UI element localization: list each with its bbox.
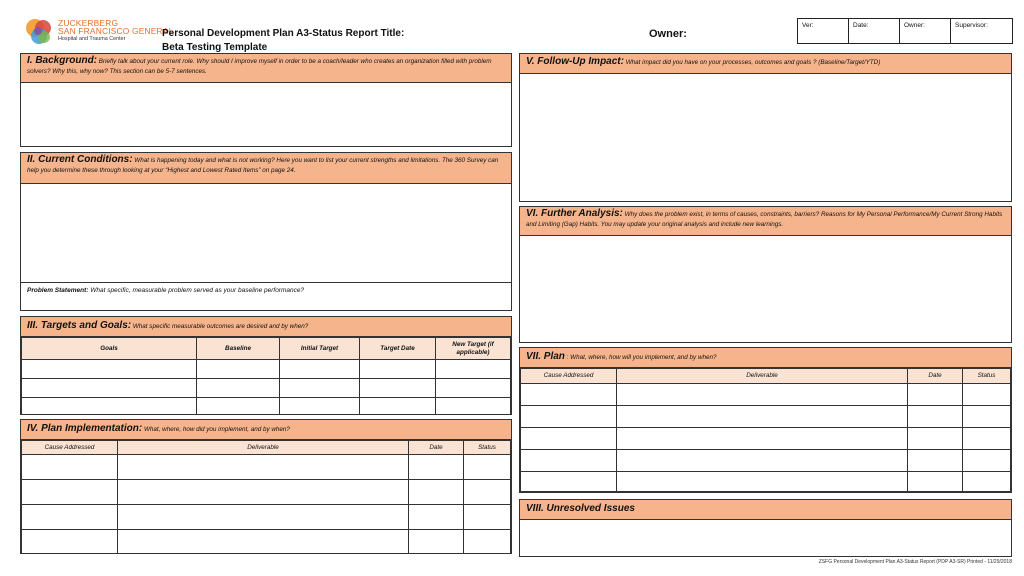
plan-implementation-section bbox=[20, 419, 512, 554]
col-new-target: New Target (if applicable) bbox=[436, 338, 511, 360]
table-row bbox=[22, 480, 511, 505]
table-row bbox=[521, 428, 1011, 450]
table-row bbox=[22, 530, 511, 554]
further-analysis-heading: VI. Further Analysis: bbox=[526, 208, 623, 219]
report-title-line-2: Beta Testing Template bbox=[162, 42, 268, 53]
current-conditions-heading: II. Current Conditions: bbox=[27, 154, 133, 165]
further-analysis-input[interactable] bbox=[520, 236, 1011, 341]
unresolved-issues-section bbox=[519, 499, 1012, 557]
table-row bbox=[22, 455, 511, 480]
targets-goals-desc: What specific measurable outcomes are desired and by when? bbox=[132, 323, 309, 330]
unresolved-issues-input[interactable] bbox=[520, 520, 1011, 556]
follow-up-impact-desc: What impact did you have on your processes, outcomes and goals ? (Baseline/Target/YTD) bbox=[625, 59, 881, 66]
table-row bbox=[521, 472, 1011, 492]
plan-desc: : What, where, how will you implement, and by when? bbox=[566, 354, 717, 361]
plan-implementation-header bbox=[21, 420, 511, 440]
zsfg-logo bbox=[24, 16, 174, 50]
current-conditions-section bbox=[20, 152, 512, 311]
background-header bbox=[21, 54, 511, 83]
further-analysis-desc: Why does the problem exist, in terms of causes, constraints, barriers? Reasons for My Personal Performance/My Current Strong Habits and Limiting (Gap) Habits. You may update your original analysis and include new learnings. bbox=[526, 211, 1003, 228]
ver-field[interactable]: Ver: bbox=[798, 19, 849, 43]
report-title bbox=[162, 27, 404, 55]
col-cause-addressed: Cause Addressed bbox=[521, 369, 617, 384]
follow-up-impact-header bbox=[520, 54, 1011, 74]
problem-statement-desc: What specific, measurable problem served as your baseline performance? bbox=[90, 287, 305, 294]
col-status: Status bbox=[963, 369, 1011, 384]
report-title-line-1: Personal Development Plan A3-Status Report Title: bbox=[162, 28, 405, 39]
plan-header bbox=[520, 348, 1011, 368]
col-deliverable: Deliverable bbox=[617, 369, 908, 384]
col-deliverable: Deliverable bbox=[118, 441, 409, 455]
plan-section bbox=[519, 347, 1012, 493]
problem-statement-label: Problem Statement: bbox=[27, 287, 89, 294]
targets-goals-header bbox=[21, 317, 511, 337]
problem-statement[interactable] bbox=[21, 282, 511, 298]
current-conditions-header bbox=[21, 153, 511, 184]
logo-line-3: Hospital and Trauma Center bbox=[58, 35, 126, 42]
unresolved-issues-header bbox=[520, 500, 1011, 520]
plan-implementation-table bbox=[21, 440, 511, 554]
plan-heading: VII. Plan bbox=[526, 351, 565, 362]
col-status: Status bbox=[464, 441, 511, 455]
col-date: Date bbox=[908, 369, 963, 384]
further-analysis-header bbox=[520, 207, 1011, 236]
owner-field[interactable]: Owner: bbox=[900, 19, 951, 43]
col-goals: Goals bbox=[22, 338, 197, 360]
owner-label: Owner: bbox=[649, 28, 687, 40]
table-row bbox=[521, 450, 1011, 472]
col-target-date: Target Date bbox=[360, 338, 436, 360]
table-row bbox=[521, 384, 1011, 406]
further-analysis-section bbox=[519, 206, 1012, 343]
table-row bbox=[22, 398, 511, 415]
background-section bbox=[20, 53, 512, 147]
logo-mark-icon bbox=[24, 16, 56, 48]
targets-goals-heading: III. Targets and Goals: bbox=[27, 320, 132, 331]
col-cause-addressed: Cause Addressed bbox=[22, 441, 118, 455]
follow-up-impact-section bbox=[519, 53, 1012, 202]
table-row bbox=[22, 360, 511, 379]
background-heading: I. Background: bbox=[27, 55, 98, 66]
col-baseline: Baseline bbox=[197, 338, 280, 360]
background-desc: Briefly talk about your current role. Why should I improve myself in order to be a coach/leader who creates an organization filled with problem solvers? Why this, why now? This section can be 5-7 sentences. bbox=[27, 58, 492, 75]
table-row bbox=[22, 379, 511, 398]
follow-up-impact-input[interactable] bbox=[520, 74, 1011, 200]
background-input[interactable] bbox=[21, 83, 511, 145]
plan-table bbox=[520, 368, 1011, 492]
logo-line-2: SAN FRANCISCO GENERAL bbox=[58, 26, 174, 37]
targets-goals-section bbox=[20, 316, 512, 415]
col-date: Date bbox=[409, 441, 464, 455]
col-initial-target: Initial Target bbox=[280, 338, 360, 360]
targets-goals-table bbox=[21, 337, 511, 415]
logo-line-1: ZUCKERBERG bbox=[58, 18, 119, 28]
meta-fields-table bbox=[797, 18, 1013, 44]
follow-up-impact-heading: V. Follow-Up Impact: bbox=[526, 56, 624, 67]
table-row bbox=[521, 406, 1011, 428]
page-footer: ZSFG Personal Development Plan A3-Status Report (PDP A3-SR) Printed - 11/29/2018 bbox=[818, 559, 1012, 565]
current-conditions-input[interactable] bbox=[21, 184, 511, 282]
date-field[interactable]: Date: bbox=[849, 19, 900, 43]
unresolved-issues-heading: VIII. Unresolved Issues bbox=[526, 503, 635, 514]
supervisor-field[interactable]: Supervisor: bbox=[955, 22, 988, 29]
table-row bbox=[22, 505, 511, 530]
plan-implementation-heading: IV. Plan Implementation: bbox=[27, 423, 143, 434]
current-conditions-desc: What is happening today and what is not working? Here you want to list your current strengths and limitations. The 360 Survey can help you determine these through looking at your “Highest and Lowest Rated Items” on page 24. bbox=[27, 157, 499, 174]
plan-implementation-desc: What, where, how did you implement, and by when? bbox=[143, 426, 290, 433]
